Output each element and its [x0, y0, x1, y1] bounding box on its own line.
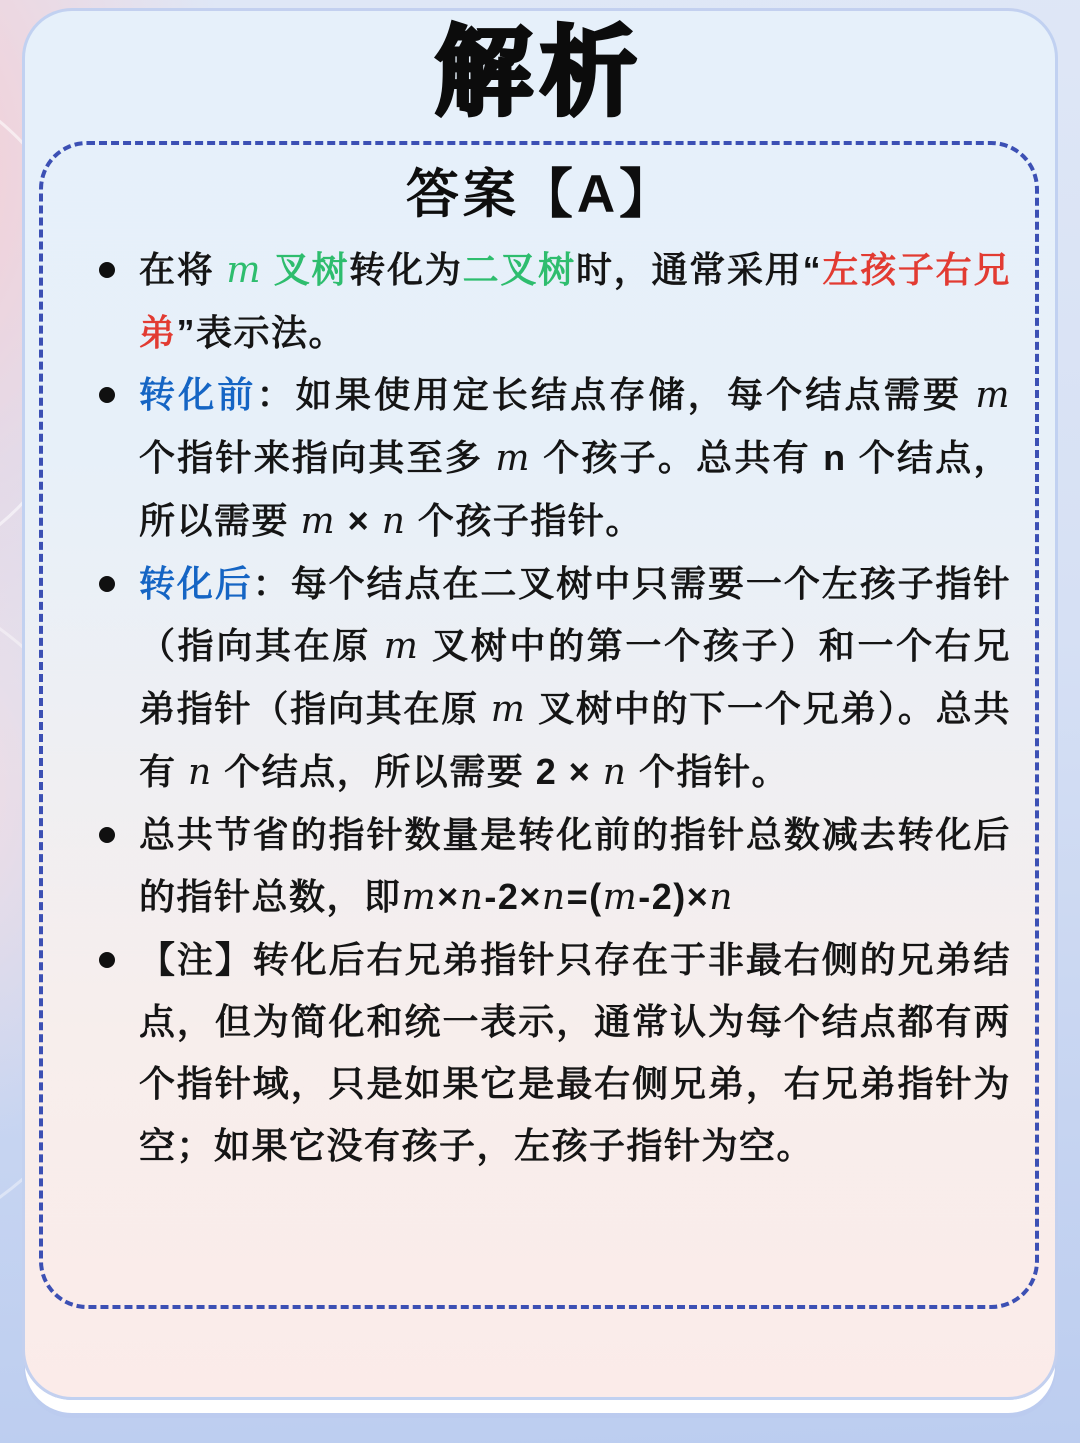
text-run: m — [495, 438, 531, 479]
bullet-item — [139, 364, 1011, 553]
text-run — [262, 249, 274, 290]
text-run: m — [300, 501, 337, 542]
text-run: n — [188, 752, 213, 793]
text-run: n — [602, 752, 628, 793]
text-run: 二叉树 — [462, 249, 576, 290]
text-run: 个结点，所以需要 2 × — [212, 751, 603, 792]
text-run: m — [383, 626, 420, 667]
text-run: n — [541, 877, 567, 918]
text-run: n — [381, 501, 407, 542]
text-run: n — [459, 877, 485, 918]
text-run: 叉树中的第一个孩子）和一个右兄弟指针（指向其在原 — [139, 625, 1011, 729]
answer-box — [39, 141, 1039, 1309]
page-title: 解析 — [435, 18, 645, 127]
text-run: -2× — [484, 876, 542, 917]
text-run: =( — [566, 876, 603, 917]
text-run: m — [226, 250, 262, 291]
bullet-item — [139, 804, 1011, 929]
analysis-card — [22, 8, 1058, 1400]
text-run: 叉树 — [273, 249, 350, 290]
text-run: 个孩子指针。 — [406, 500, 643, 541]
text-run: 左孩子右兄弟 — [139, 249, 1011, 353]
text-run: ：每个结点在二叉树中只需要一个左孩子指针（指向其在原 — [139, 563, 1011, 666]
answer-heading: 答案【A】 — [405, 165, 677, 224]
text-run: 【注】转化后右兄弟指针只存在于非最右侧的兄弟结点，但为简化和统一表示，通常认为每个结点都有两个指针域，只是如果它是最右侧兄弟，右兄弟指针为空；如果它没有孩子，左孩子指针为空。 — [139, 939, 1011, 1166]
text-run: m — [490, 689, 527, 730]
text-run: n — [709, 877, 734, 918]
text-run: 个孩子。总共有 n 个结点，所以需要 — [139, 437, 1011, 541]
text-run: 总共节省的指针数量是转化前的指针总数减去转化后的指针总数，即 — [139, 814, 1011, 917]
text-run: 时，通常采用“ — [575, 249, 823, 290]
text-run: × — [437, 876, 460, 917]
text-run: 转化前 — [139, 374, 257, 415]
text-run: 个指针来指向其至多 — [139, 437, 496, 478]
bullet-item — [139, 553, 1011, 804]
text-run: × — [336, 500, 382, 541]
text-run: -2)× — [638, 876, 710, 917]
bullet-list — [71, 239, 1011, 1177]
bullet-item — [139, 239, 1011, 364]
text-run: 转化后 — [139, 563, 253, 604]
text-run: 转化为 — [349, 249, 463, 290]
text-run: m — [975, 375, 1011, 416]
text-run: ：如果使用定长结点存储，每个结点需要 — [256, 374, 976, 415]
text-run: ”表示法。 — [176, 312, 347, 353]
text-run: 叉树中的下一个兄弟）。总共有 — [139, 688, 1011, 792]
text-run: m — [602, 877, 639, 918]
bullet-item — [139, 929, 1011, 1177]
text-run: 个指针。 — [627, 751, 789, 792]
text-run: m — [401, 877, 438, 918]
text-run: 在将 — [139, 249, 227, 290]
